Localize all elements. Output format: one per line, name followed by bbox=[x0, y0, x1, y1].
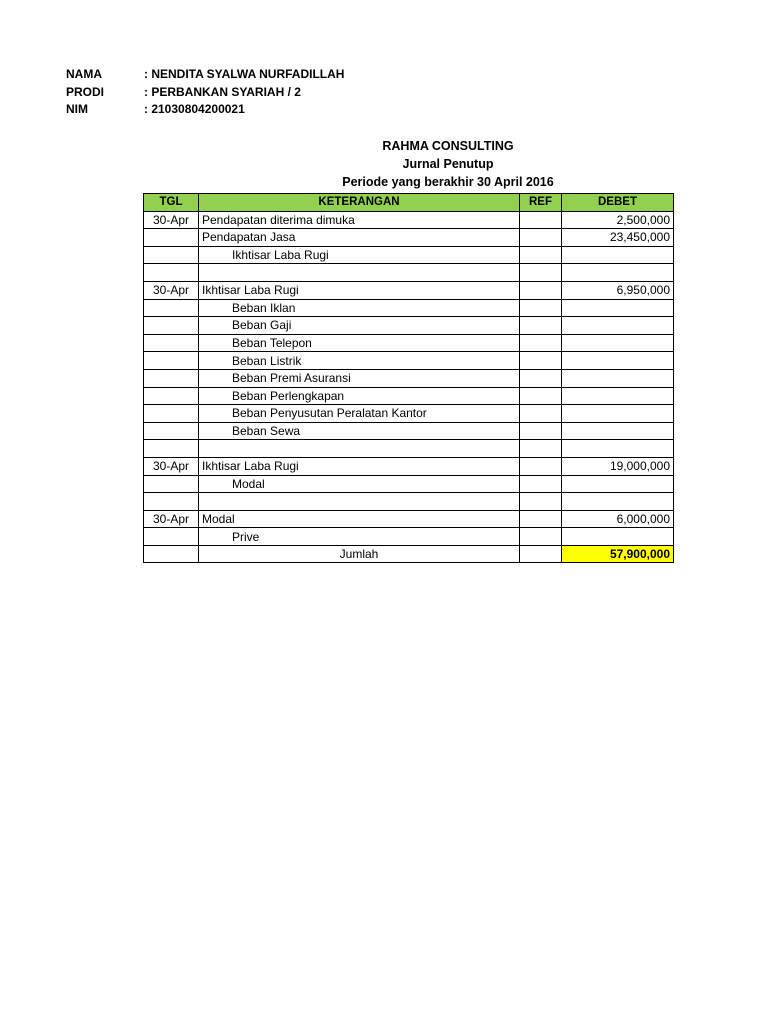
cell-tgl bbox=[144, 246, 199, 264]
table-row bbox=[144, 493, 674, 511]
cell-debet bbox=[562, 440, 674, 458]
cell-tgl bbox=[144, 440, 199, 458]
cell-tgl bbox=[144, 229, 199, 247]
cell-debet: 23,450,000 bbox=[562, 229, 674, 247]
cell-ref bbox=[520, 440, 562, 458]
cell-tgl bbox=[144, 387, 199, 405]
table-row bbox=[144, 457, 674, 475]
cell-debet bbox=[562, 493, 674, 511]
cell-tgl: 30-Apr bbox=[144, 211, 199, 229]
total-label: Jumlah bbox=[199, 545, 520, 563]
cell-keterangan: Ikhtisar Laba Rugi bbox=[199, 281, 520, 299]
info-row-nim bbox=[66, 101, 344, 119]
column-header-tgl: TGL bbox=[144, 194, 199, 212]
cell-ref bbox=[520, 510, 562, 528]
cell-keterangan: Pendapatan diterima dimuka bbox=[199, 211, 520, 229]
cell-debet bbox=[562, 528, 674, 546]
cell-debet: 19,000,000 bbox=[562, 457, 674, 475]
cell-tgl: 30-Apr bbox=[144, 457, 199, 475]
cell-tgl bbox=[144, 405, 199, 423]
cell-ref bbox=[520, 493, 562, 511]
table-row bbox=[144, 475, 674, 493]
cell-keterangan: Beban Listrik bbox=[199, 352, 520, 370]
student-info bbox=[66, 66, 344, 119]
info-value-nama: : NENDITA SYALWA NURFADILLAH bbox=[144, 67, 345, 81]
report-period: Periode yang berakhir 30 April 2016 bbox=[342, 175, 554, 189]
cell-keterangan: Beban Sewa bbox=[199, 422, 520, 440]
table-row bbox=[144, 281, 674, 299]
cell-keterangan: Beban Premi Asuransi bbox=[199, 369, 520, 387]
cell-keterangan bbox=[199, 440, 520, 458]
table-row bbox=[144, 528, 674, 546]
cell-debet bbox=[562, 422, 674, 440]
table-row bbox=[144, 422, 674, 440]
cell-ref bbox=[520, 457, 562, 475]
company-name: RAHMA CONSULTING bbox=[382, 139, 514, 153]
cell-tgl bbox=[144, 493, 199, 511]
cell-ref bbox=[520, 299, 562, 317]
cell-keterangan bbox=[199, 493, 520, 511]
cell-debet bbox=[562, 334, 674, 352]
column-header-ref: REF bbox=[520, 194, 562, 212]
info-label-nama: NAMA bbox=[66, 67, 102, 81]
column-header-keterangan: KETERANGAN bbox=[199, 194, 520, 212]
cell-debet bbox=[562, 352, 674, 370]
cell-ref bbox=[520, 246, 562, 264]
cell-debet bbox=[562, 369, 674, 387]
table-row bbox=[144, 334, 674, 352]
info-row-prodi bbox=[66, 84, 344, 102]
table-row bbox=[144, 229, 674, 247]
table-row bbox=[144, 246, 674, 264]
cell-ref bbox=[520, 352, 562, 370]
cell-tgl bbox=[144, 528, 199, 546]
cell-ref bbox=[520, 211, 562, 229]
cell-keterangan: Ikhtisar Laba Rugi bbox=[199, 457, 520, 475]
table-row bbox=[144, 211, 674, 229]
info-row-nama bbox=[66, 66, 344, 84]
cell-keterangan: Beban Iklan bbox=[199, 299, 520, 317]
cell-ref bbox=[520, 264, 562, 282]
cell-tgl bbox=[144, 264, 199, 282]
cell-keterangan: Modal bbox=[199, 510, 520, 528]
closing-journal-table bbox=[143, 193, 674, 563]
cell-tgl bbox=[144, 352, 199, 370]
cell-keterangan: Beban Penyusutan Peralatan Kantor bbox=[199, 405, 520, 423]
info-label-prodi: PRODI bbox=[66, 84, 105, 99]
table-row bbox=[144, 352, 674, 370]
total-tgl-cell bbox=[144, 545, 199, 563]
table-row bbox=[144, 299, 674, 317]
cell-tgl bbox=[144, 334, 199, 352]
cell-debet bbox=[562, 475, 674, 493]
cell-ref bbox=[520, 405, 562, 423]
journal-body bbox=[144, 211, 674, 545]
cell-keterangan bbox=[199, 264, 520, 282]
report-title: Jurnal Penutup bbox=[402, 157, 494, 171]
cell-ref bbox=[520, 229, 562, 247]
cell-debet bbox=[562, 246, 674, 264]
table-row bbox=[144, 440, 674, 458]
info-label-nim: NIM bbox=[66, 102, 88, 116]
cell-ref bbox=[520, 422, 562, 440]
cell-debet: 6,000,000 bbox=[562, 510, 674, 528]
total-ref-cell bbox=[520, 545, 562, 563]
table-header-row bbox=[144, 194, 674, 212]
cell-keterangan: Modal bbox=[199, 475, 520, 493]
cell-debet bbox=[562, 317, 674, 335]
cell-ref bbox=[520, 317, 562, 335]
total-row bbox=[144, 545, 674, 563]
table-row bbox=[144, 405, 674, 423]
cell-ref bbox=[520, 528, 562, 546]
column-header-debet: DEBET bbox=[562, 194, 674, 212]
total-value: 57,900,000 bbox=[562, 545, 674, 563]
table-row bbox=[144, 317, 674, 335]
cell-debet: 2,500,000 bbox=[562, 211, 674, 229]
cell-debet bbox=[562, 405, 674, 423]
cell-keterangan: Beban Perlengkapan bbox=[199, 387, 520, 405]
cell-tgl bbox=[144, 475, 199, 493]
cell-ref bbox=[520, 369, 562, 387]
table-row bbox=[144, 264, 674, 282]
cell-keterangan: Pendapatan Jasa bbox=[199, 229, 520, 247]
cell-tgl bbox=[144, 317, 199, 335]
cell-keterangan: Beban Gaji bbox=[199, 317, 520, 335]
table-row bbox=[144, 369, 674, 387]
cell-ref bbox=[520, 281, 562, 299]
cell-ref bbox=[520, 334, 562, 352]
info-value-nim: : 21030804200021 bbox=[144, 102, 245, 116]
cell-keterangan: Ikhtisar Laba Rugi bbox=[199, 246, 520, 264]
cell-debet bbox=[562, 387, 674, 405]
cell-debet: 6,950,000 bbox=[562, 281, 674, 299]
cell-keterangan: Beban Telepon bbox=[199, 334, 520, 352]
cell-tgl bbox=[144, 369, 199, 387]
cell-tgl: 30-Apr bbox=[144, 510, 199, 528]
table-row bbox=[144, 510, 674, 528]
cell-ref bbox=[520, 475, 562, 493]
cell-tgl bbox=[144, 299, 199, 317]
cell-debet bbox=[562, 299, 674, 317]
cell-keterangan: Prive bbox=[199, 528, 520, 546]
cell-ref bbox=[520, 387, 562, 405]
cell-tgl: 30-Apr bbox=[144, 281, 199, 299]
table-row bbox=[144, 387, 674, 405]
info-value-prodi: : PERBANKAN SYARIAH / 2 bbox=[144, 84, 301, 99]
report-heading bbox=[143, 137, 753, 191]
cell-tgl bbox=[144, 422, 199, 440]
cell-debet bbox=[562, 264, 674, 282]
